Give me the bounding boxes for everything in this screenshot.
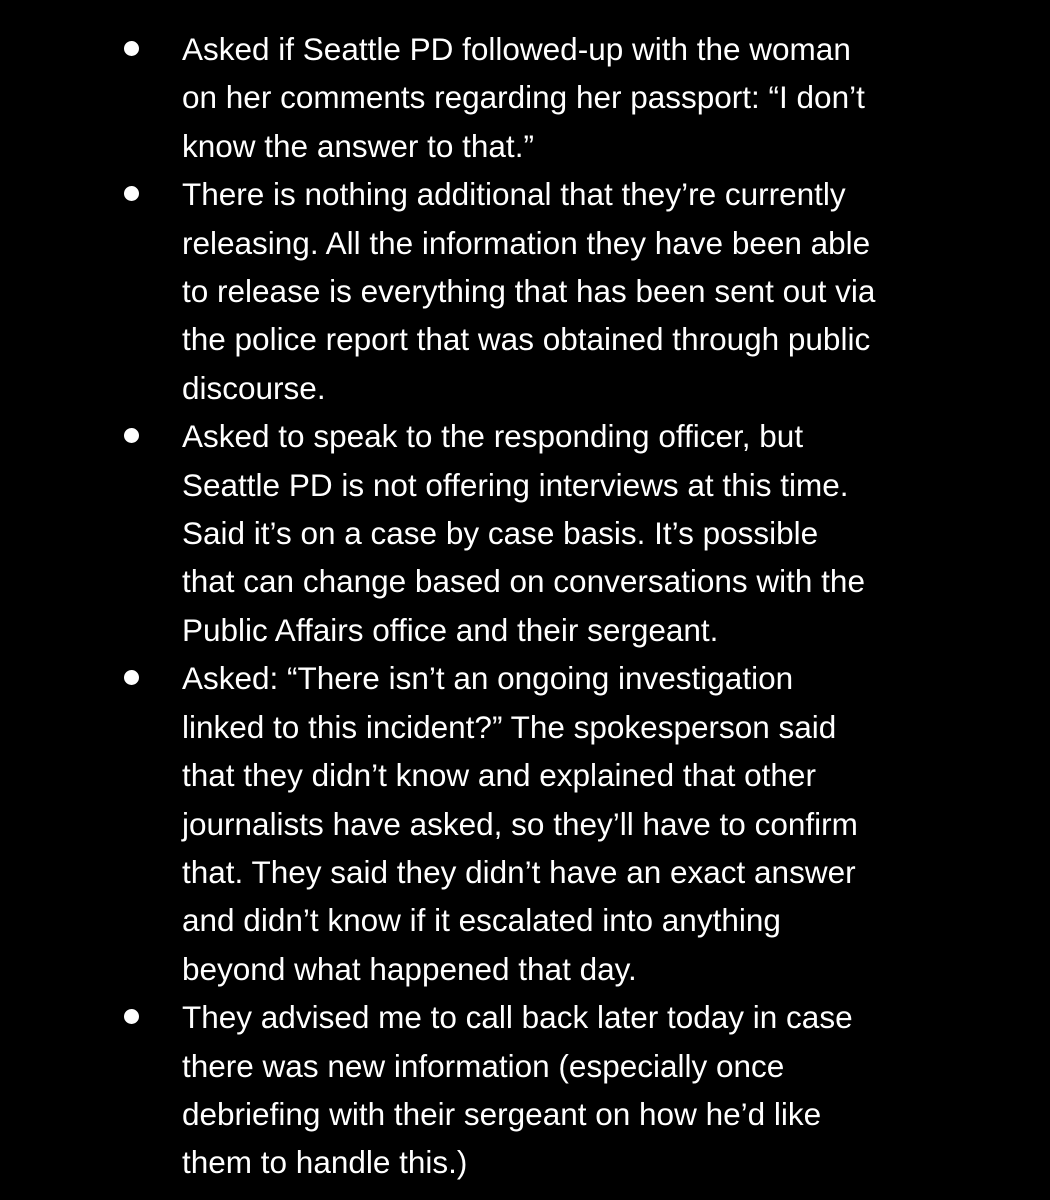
text-line: Seattle PD is not offering interviews at this time. bbox=[182, 466, 849, 503]
bullet-list bbox=[0, 25, 1050, 1187]
text-line: Asked if Seattle PD followed-up with the woman bbox=[182, 31, 851, 67]
text-line: Said it’s on a case by case basis. It’s possible bbox=[182, 515, 819, 552]
text-line: journalists have asked, so they’ll have to confirm bbox=[182, 805, 858, 842]
bullet-item-call-back-later bbox=[0, 993, 992, 1187]
text-line: to release is everything that has been sent out via bbox=[182, 273, 876, 310]
bullet-item-passport-followup bbox=[0, 25, 992, 170]
text-line: them to handle this.) bbox=[182, 1144, 468, 1181]
text-line: debriefing with their sergeant on how he’d like bbox=[182, 1095, 822, 1132]
bullet-item-responding-officer bbox=[0, 412, 992, 654]
text-line: There is nothing additional that they’re currently bbox=[182, 176, 846, 213]
bullet-dot-icon bbox=[124, 186, 139, 201]
text-line: there was new information (especially once bbox=[182, 1047, 785, 1084]
bullet-dot-icon bbox=[124, 1009, 139, 1024]
text-line: linked to this incident?” The spokesperson said bbox=[182, 708, 837, 745]
text-line: the police report that was obtained through public bbox=[182, 321, 871, 358]
text-line: on her comments regarding her passport: “I don’t bbox=[182, 79, 865, 116]
bullet-item-ongoing-investigation bbox=[0, 654, 992, 993]
text-line: and didn’t know if it escalated into anything bbox=[182, 902, 781, 939]
text-line: beyond what happened that day. bbox=[182, 950, 637, 987]
bullet-item-nothing-additional bbox=[0, 170, 992, 412]
text-line: releasing. All the information they have been able bbox=[182, 224, 871, 261]
text-line: Asked: “There isn’t an ongoing investigation bbox=[182, 660, 794, 697]
text-line: They advised me to call back later today in case bbox=[182, 999, 853, 1036]
bullet-dot-icon bbox=[124, 670, 139, 685]
bullet-dot-icon bbox=[124, 428, 139, 443]
text-line: that. They said they didn’t have an exact answer bbox=[182, 853, 856, 890]
text-line: that they didn’t know and explained that other bbox=[182, 757, 816, 794]
bullet-dot-icon bbox=[124, 41, 139, 56]
text-line: that can change based on conversations with the bbox=[182, 563, 865, 600]
text-line: discourse. bbox=[182, 369, 326, 406]
text-line: know the answer to that.” bbox=[182, 127, 534, 164]
text-line: Public Affairs office and their sergeant. bbox=[182, 611, 719, 648]
text-line: Asked to speak to the responding officer, but bbox=[182, 418, 804, 455]
